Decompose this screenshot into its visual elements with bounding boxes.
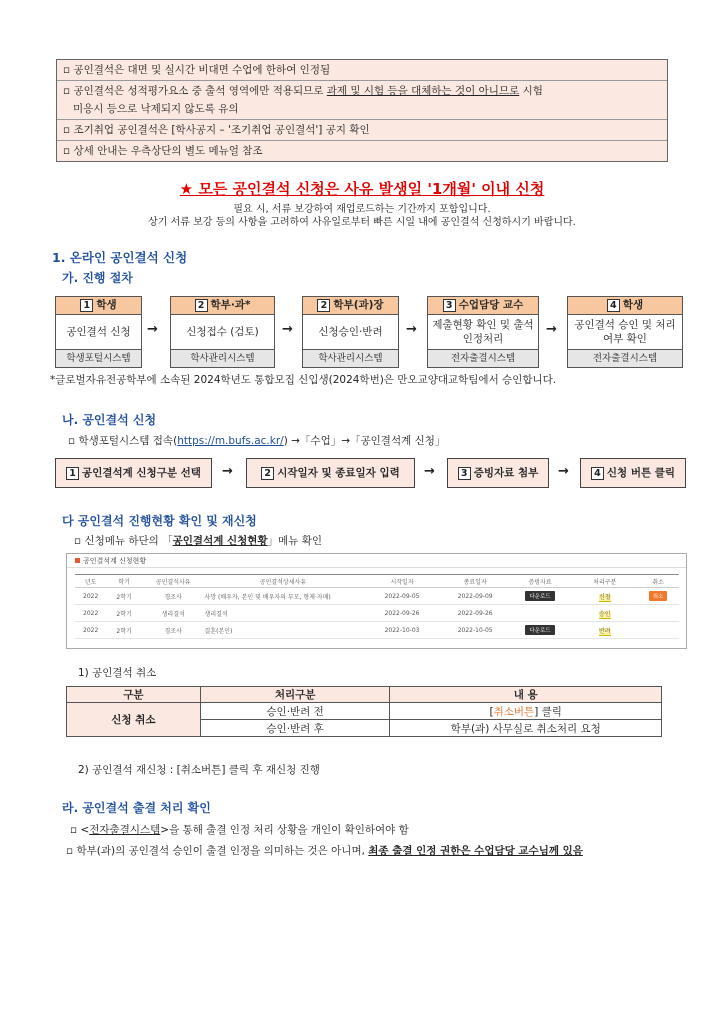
sub-item-reapply: 2) 공인결석 재신청 : [취소버튼] 클릭 후 재신청 진행 bbox=[78, 764, 320, 776]
step-action: 제출현황 확인 및 출석인정처리 bbox=[432, 319, 534, 345]
apply-step-2 bbox=[246, 458, 415, 488]
step-system: 학사관리시스템 bbox=[171, 349, 274, 367]
apply-step-3 bbox=[447, 458, 549, 488]
step-actor: 수업담당 교수 bbox=[458, 299, 524, 311]
subtext-1: 필요 시, 서류 보강하여 재업로드하는 기간까지 포함입니다. bbox=[233, 204, 491, 215]
attendance-authority: 최종 출결 인정 권한은 수업담당 교수님께 있음 bbox=[368, 845, 583, 857]
apply-step-label: 공인결석계 신청구분 선택 bbox=[82, 467, 201, 479]
process-step-1 bbox=[55, 296, 142, 368]
step-number-icon: 3 bbox=[443, 299, 456, 312]
step-actor: 학부(과)장 bbox=[333, 299, 384, 311]
cell-end: 2022-09-09 bbox=[443, 588, 508, 605]
step-action: 공인결석 승인 및 처리여부 확인 bbox=[574, 319, 676, 345]
cell-file bbox=[508, 605, 573, 622]
step-number-icon: 4 bbox=[591, 467, 604, 480]
headline-deadline: ★ 모든 공인결석 신청은 사유 발생일 '1개월' 이내 신청 bbox=[179, 180, 545, 198]
process-step-2 bbox=[170, 296, 275, 368]
subtext-2: 상기 서류 보강 등의 사항을 고려하여 사유일로부터 빠른 시일 내에 공인결석 신청하시기 바랍니다. bbox=[148, 217, 576, 228]
arrow-right-icon: → bbox=[147, 322, 158, 337]
step-number-icon: 4 bbox=[607, 299, 620, 312]
status-instruction bbox=[74, 533, 322, 548]
table-row bbox=[75, 622, 679, 639]
status-text: ▫ 신청메뉴 하단의 「 bbox=[74, 535, 173, 547]
arrow-right-icon: → bbox=[406, 322, 417, 337]
status-table bbox=[75, 574, 679, 639]
col-header: 증빙자료 bbox=[508, 575, 573, 588]
step-actor: 학생 bbox=[622, 299, 644, 311]
cancel-group: 신청 취소 bbox=[67, 703, 201, 737]
attendance-text: ▫ < bbox=[70, 824, 90, 836]
col-header: 취소 bbox=[637, 575, 679, 588]
step-system: 학생포털시스템 bbox=[56, 349, 141, 367]
table-row bbox=[75, 605, 679, 622]
arrow-right-icon: → bbox=[282, 322, 293, 337]
notice-line-3: ▫ 조기취업 공인결석은 [학사공지 – '조기취업 공인결석'] 공지 확인 bbox=[57, 120, 667, 141]
cell-end: 2022-09-26 bbox=[443, 605, 508, 622]
notice-line-2-tail: 시험 bbox=[519, 85, 543, 97]
status-menu-name: 공인결석계 신청현황 bbox=[172, 535, 268, 547]
step-number-icon: 1 bbox=[66, 467, 79, 480]
cell-detail: 결혼(본인) bbox=[205, 622, 362, 639]
status-screen-title-text: 공인결석계 신청현황 bbox=[83, 557, 147, 565]
cell-year: 2022 bbox=[75, 622, 106, 639]
arrow-right-icon: → bbox=[546, 322, 557, 337]
status-screen-title bbox=[67, 554, 686, 568]
cell-start: 2022-09-26 bbox=[361, 605, 443, 622]
step-system: 학사관리시스템 bbox=[303, 349, 398, 367]
section-apply: 나. 공인결석 신청 bbox=[62, 413, 157, 427]
cancel-button[interactable]: 취소 bbox=[649, 591, 668, 601]
attendance-text-tail: >을 통해 출결 인정 처리 상황을 개인이 확인하여야 함 bbox=[160, 824, 409, 836]
cell-cancel bbox=[637, 605, 679, 622]
cell-reason: 생리결석 bbox=[142, 605, 205, 622]
footnote-global: *글로벌자유전공학부에 소속된 2024학년도 통합모집 신입생(2024학번)은 만오교양대교학팀에서 승인합니다. bbox=[50, 374, 557, 386]
portal-text: ▫ 학생포털시스템 접속( bbox=[68, 435, 178, 447]
notice-line-2-text: ▫ 공인결석은 성적평가요소 중 출석 영역에만 적용되므로 bbox=[63, 85, 327, 97]
cell-term: 2학기 bbox=[106, 605, 142, 622]
cell-term: 2학기 bbox=[106, 622, 142, 639]
cell-reason: 경조사 bbox=[142, 588, 205, 605]
step-action: 공인결석 신청 bbox=[66, 326, 131, 338]
col-header: 종료일자 bbox=[443, 575, 508, 588]
cell-status: 승인 bbox=[598, 610, 611, 618]
step-number-icon: 3 bbox=[458, 467, 471, 480]
cell-content: 학부(과) 사무실로 취소처리 요청 bbox=[390, 720, 662, 737]
title-marker-icon bbox=[75, 558, 80, 563]
cell-status: 승인·반려 후 bbox=[200, 720, 390, 737]
step-number-icon: 1 bbox=[80, 299, 93, 312]
notice-line-4: ▫ 상세 안내는 우측상단의 별도 메뉴얼 참조 bbox=[63, 145, 263, 157]
arrow-right-icon: → bbox=[558, 464, 569, 479]
apply-step-1 bbox=[55, 458, 212, 488]
attendance-line-2 bbox=[66, 843, 583, 858]
cell-term: 2학기 bbox=[106, 588, 142, 605]
arrow-right-icon: → bbox=[222, 464, 233, 479]
step-actor: 학부·과* bbox=[210, 299, 251, 311]
process-step-5 bbox=[567, 296, 683, 368]
cancel-table bbox=[66, 686, 662, 737]
cell-year: 2022 bbox=[75, 588, 106, 605]
notice-line-2-underlined: 과제 및 시험 등을 대체하는 것이 아니므로 bbox=[326, 85, 520, 97]
portal-instruction bbox=[68, 433, 445, 448]
cell-start: 2022-10-03 bbox=[361, 622, 443, 639]
attendance-line-1 bbox=[70, 822, 409, 837]
arrow-right-icon: → bbox=[424, 464, 435, 479]
apply-step-label: 증빙자료 첨부 bbox=[473, 467, 539, 479]
portal-link[interactable]: https://m.bufs.ac.kr/ bbox=[177, 435, 284, 447]
download-button[interactable]: 다운로드 bbox=[525, 591, 554, 601]
status-screenshot bbox=[66, 553, 687, 649]
col-header: 공인결석사유 bbox=[142, 575, 205, 588]
cell-detail: 생리결석 bbox=[205, 605, 362, 622]
notice-line-1: ▫ 공인결석은 대면 및 실시간 비대면 수업에 한하여 인정됨 bbox=[57, 60, 667, 81]
col-header: 공인결석상세사유 bbox=[205, 575, 362, 588]
step-action: 신청승인·반려 bbox=[318, 326, 383, 338]
cell-status: 신청 bbox=[598, 593, 611, 601]
col-header: 년도 bbox=[75, 575, 106, 588]
cell-reason: 경조사 bbox=[142, 622, 205, 639]
apply-step-4 bbox=[580, 458, 686, 488]
cell-content bbox=[390, 703, 662, 720]
step-actor: 학생 bbox=[96, 299, 117, 311]
attendance-system-name: 전자출결시스템 bbox=[89, 824, 161, 836]
bracket-open: [ bbox=[489, 705, 494, 718]
step-system: 전자출결시스템 bbox=[428, 349, 538, 367]
cancel-button-label: 취소버튼 bbox=[493, 705, 535, 718]
notice-line-2-continued: 미응시 등으로 낙제되지 않도록 유의 bbox=[73, 103, 239, 115]
apply-step-label: 시작일자 및 종료일자 입력 bbox=[277, 467, 400, 479]
step-action: 신청접수 (검토) bbox=[186, 326, 259, 338]
col-header: 시작일자 bbox=[361, 575, 443, 588]
cell-status: 반려 bbox=[598, 627, 611, 635]
cell-start: 2022-09-05 bbox=[361, 588, 443, 605]
section-status: 다 공인결석 진행현황 확인 및 재신청 bbox=[62, 514, 257, 528]
cell-detail: 사망 (배우자, 본인 및 배우자의 부모, 형제·자매) bbox=[205, 588, 362, 605]
section-attendance: 라. 공인결석 출결 처리 확인 bbox=[62, 801, 211, 815]
portal-path: ) →「수업」→「공인결석계 신청」 bbox=[283, 435, 446, 447]
step-number-icon: 2 bbox=[195, 299, 208, 312]
col-header: 구분 bbox=[67, 687, 201, 703]
table-row bbox=[75, 588, 679, 605]
click-text: ] 클릭 bbox=[534, 705, 562, 718]
section-process: 가. 진행 절차 bbox=[62, 271, 133, 285]
apply-step-label: 신청 버튼 클릭 bbox=[606, 467, 676, 479]
download-button[interactable]: 다운로드 bbox=[525, 625, 554, 635]
notice-line-2 bbox=[57, 81, 667, 120]
col-header: 처리구분 bbox=[572, 575, 637, 588]
col-header: 내 용 bbox=[390, 687, 662, 703]
process-step-3 bbox=[302, 296, 399, 368]
cell-status: 승인·반려 전 bbox=[200, 703, 390, 720]
step-number-icon: 2 bbox=[261, 467, 274, 480]
step-number-icon: 2 bbox=[317, 299, 330, 312]
col-header: 학기 bbox=[106, 575, 142, 588]
col-header: 처리구분 bbox=[200, 687, 390, 703]
status-text-tail: 」메뉴 확인 bbox=[267, 535, 323, 547]
section-online-apply: 1. 온라인 공인결석 신청 bbox=[52, 250, 188, 265]
attendance-text: ▫ 학부(과)의 공인결석 승인이 출결 인정을 의미하는 것은 아니며, bbox=[66, 845, 369, 857]
notice-box bbox=[56, 59, 668, 162]
cell-end: 2022-10-05 bbox=[443, 622, 508, 639]
sub-item-cancel: 1) 공인결석 취소 bbox=[78, 667, 157, 679]
step-system: 전자출결시스템 bbox=[568, 349, 682, 367]
process-step-4 bbox=[427, 296, 539, 368]
cell-year: 2022 bbox=[75, 605, 106, 622]
cell-cancel bbox=[637, 622, 679, 639]
